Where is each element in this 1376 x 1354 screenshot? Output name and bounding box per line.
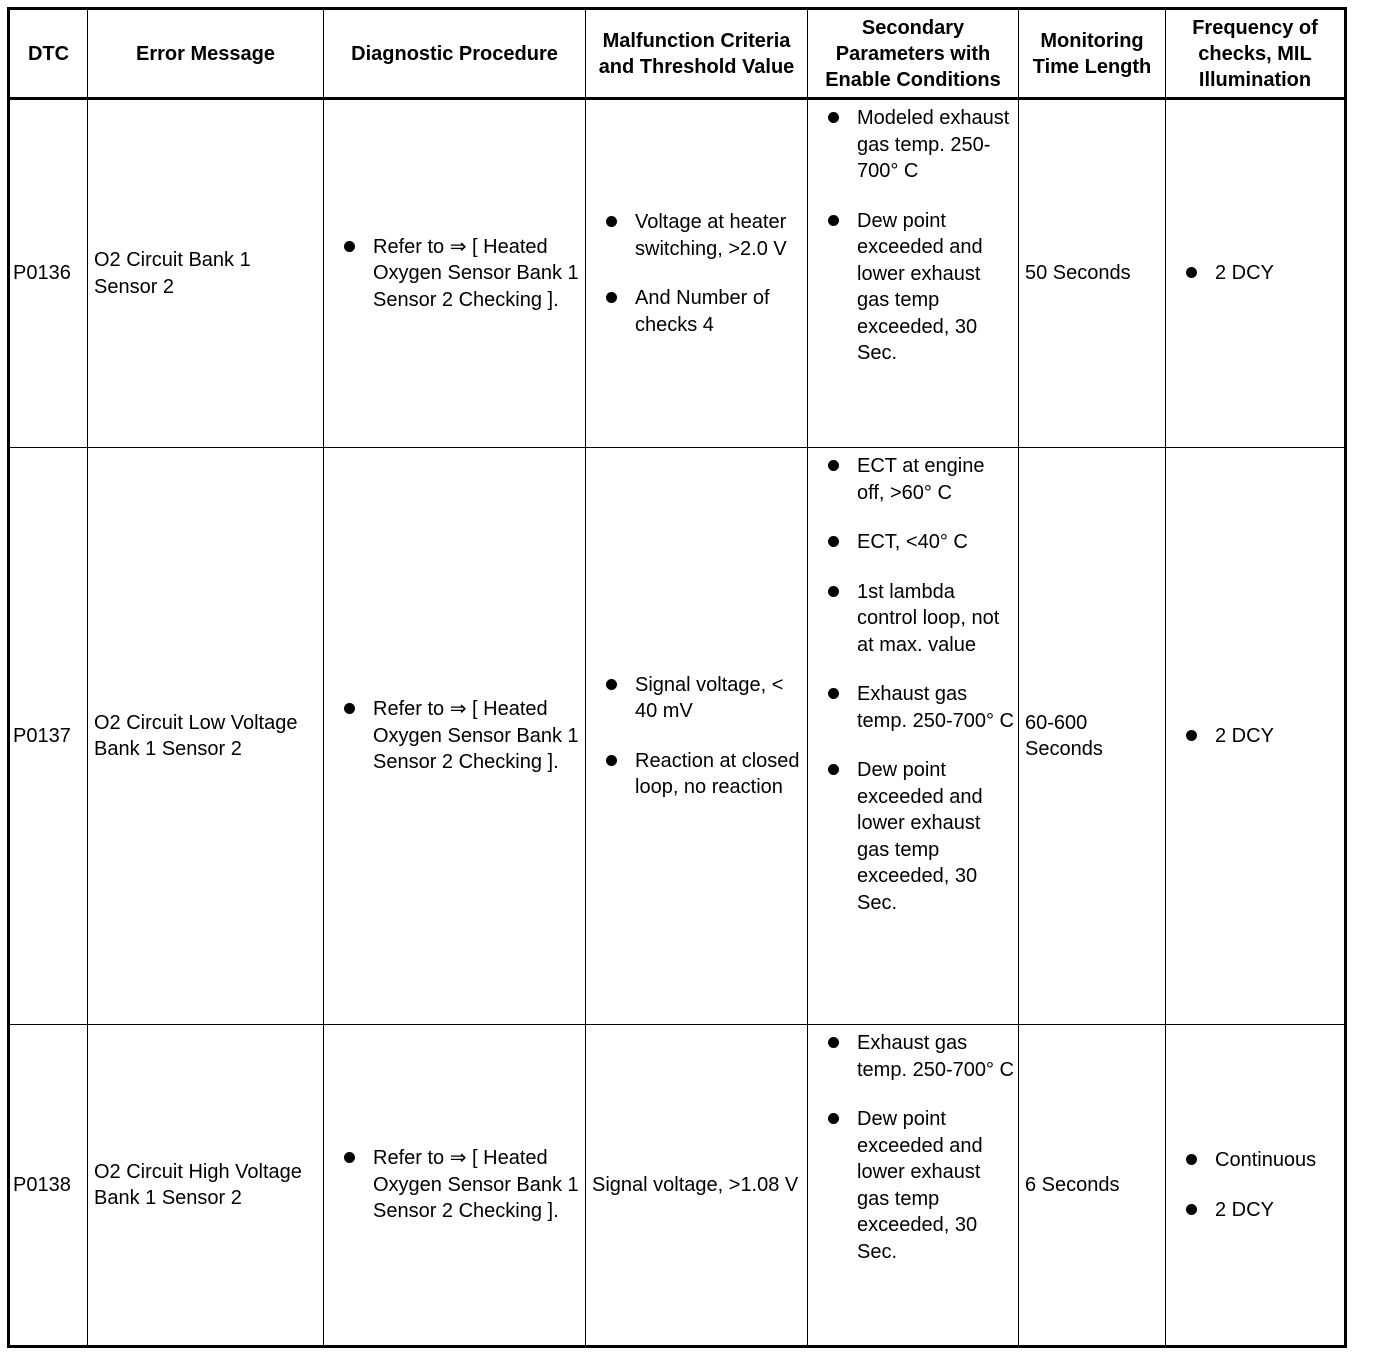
dtc-table: [7, 7, 1347, 1348]
bullet-text: Signal voltage, < 40 mV: [635, 673, 784, 722]
table-header: [9, 9, 1346, 99]
bullet-item: [814, 1030, 1016, 1083]
bullet-text: Refer to ⇒ [ Heated Oxygen Sensor Bank 1 Sensor 2 Checking ].: [373, 1147, 579, 1223]
bullet-dot-icon: [1186, 1204, 1197, 1215]
procedure-cell: [324, 1025, 586, 1347]
secondary-list: [814, 105, 1016, 367]
procedure-cell: [324, 448, 586, 1025]
bullet-text: Modeled exhaust gas temp. 250-700° C: [857, 107, 1010, 182]
bullet-text: 2 DCY: [1215, 262, 1274, 285]
bullet-item: [814, 579, 1016, 659]
bullet-item: [814, 529, 1016, 556]
bullet-item: [592, 748, 801, 801]
bullet-item: [814, 208, 1016, 367]
bullet-dot-icon: [344, 1152, 355, 1163]
bullet-text: And Number of checks 4: [635, 287, 770, 336]
error-message-cell: O2 Circuit High Voltage Bank 1 Sensor 2: [88, 1025, 324, 1347]
bullet-item: [1172, 1147, 1342, 1174]
malfunction-list: [592, 209, 801, 338]
bullet-text: Voltage at heater switching, >2.0 V: [635, 211, 787, 260]
bullet-text: Continuous: [1215, 1149, 1317, 1171]
bullet-text: Refer to ⇒ [ Heated Oxygen Sensor Bank 1 Sensor 2 Checking ].: [373, 698, 579, 774]
bullet-text: Dew point exceeded and lower exhaust gas temp exceeded, 30 Sec.: [857, 1108, 983, 1263]
bullet-item: [814, 453, 1016, 506]
bullet-text: 1st lambda control loop, not at max. value: [857, 580, 1000, 656]
frequency-list: [1172, 260, 1342, 287]
bullet-dot-icon: [344, 703, 355, 714]
secondary-parameters-cell: [808, 1025, 1019, 1347]
malfunction-cell: [586, 448, 808, 1025]
bullet-dot-icon: [606, 755, 617, 766]
secondary-parameters-cell: [808, 99, 1019, 448]
bullet-item: [1172, 723, 1342, 750]
bullet-dot-icon: [828, 688, 839, 699]
header-malfunction-criteria: Malfunction Criteria and Threshold Value: [586, 9, 808, 99]
malfunction-cell: Signal voltage, >1.08 V: [586, 1025, 808, 1347]
bullet-text: Reaction at closed loop, no reaction: [635, 749, 800, 798]
header-error-message: Error Message: [88, 9, 324, 99]
bullet-dot-icon: [1186, 1154, 1197, 1165]
bullet-text: Dew point exceeded and lower exhaust gas temp exceeded, 30 Sec.: [857, 209, 983, 364]
bullet-dot-icon: [828, 1037, 839, 1048]
error-message-cell: O2 Circuit Bank 1 Sensor 2: [88, 99, 324, 448]
bullet-dot-icon: [344, 241, 355, 252]
procedure-list: [330, 696, 579, 776]
header-diagnostic-procedure: Diagnostic Procedure: [324, 9, 586, 99]
bullet-text: Exhaust gas temp. 250-700° C: [857, 1032, 1014, 1081]
bullet-dot-icon: [828, 536, 839, 547]
bullet-item: [1172, 1197, 1342, 1224]
bullet-dot-icon: [828, 460, 839, 471]
frequency-cell: [1166, 1025, 1346, 1347]
frequency-list: [1172, 1147, 1342, 1223]
bullet-dot-icon: [828, 586, 839, 597]
bullet-dot-icon: [1186, 730, 1197, 741]
dtc-cell: P0136: [9, 99, 88, 448]
frequency-cell: [1166, 99, 1346, 448]
bullet-text: Exhaust gas temp. 250-700° C: [857, 683, 1014, 732]
procedure-cell: [324, 99, 586, 448]
dtc-cell: P0137: [9, 448, 88, 1025]
bullet-dot-icon: [1186, 267, 1197, 278]
header-frequency: Frequency of checks, MIL Illumination: [1166, 9, 1346, 99]
bullet-dot-icon: [606, 679, 617, 690]
bullet-item: [814, 105, 1016, 185]
dtc-cell: P0138: [9, 1025, 88, 1347]
table-row: [9, 99, 1346, 448]
table-body: [9, 99, 1346, 1347]
bullet-item: [814, 681, 1016, 734]
procedure-list: [330, 234, 579, 314]
table-row: [9, 1025, 1346, 1347]
error-message-cell: O2 Circuit Low Voltage Bank 1 Sensor 2: [88, 448, 324, 1025]
bullet-item: [814, 757, 1016, 916]
bullet-item: [330, 1145, 579, 1225]
monitoring-time-cell: 60-600 Seconds: [1019, 448, 1166, 1025]
monitoring-time-cell: 50 Seconds: [1019, 99, 1166, 448]
table-row: [9, 448, 1346, 1025]
secondary-parameters-cell: [808, 448, 1019, 1025]
bullet-dot-icon: [828, 1113, 839, 1124]
bullet-text: 2 DCY: [1215, 1198, 1274, 1221]
malfunction-cell: [586, 99, 808, 448]
malfunction-list: [592, 672, 801, 801]
header-monitoring-time: Monitoring Time Length: [1019, 9, 1166, 99]
bullet-text: ECT, <40° C: [857, 531, 968, 553]
frequency-cell: [1166, 448, 1346, 1025]
bullet-dot-icon: [828, 764, 839, 775]
header-dtc: DTC: [9, 9, 88, 99]
monitoring-time-cell: 6 Seconds: [1019, 1025, 1166, 1347]
bullet-item: [1172, 260, 1342, 287]
bullet-dot-icon: [606, 292, 617, 303]
bullet-item: [330, 696, 579, 776]
bullet-item: [592, 285, 801, 338]
bullet-text: Refer to ⇒ [ Heated Oxygen Sensor Bank 1 Sensor 2 Checking ].: [373, 235, 579, 311]
bullet-text: Dew point exceeded and lower exhaust gas temp exceeded, 30 Sec.: [857, 759, 983, 914]
bullet-dot-icon: [828, 112, 839, 123]
secondary-list: [814, 1030, 1016, 1265]
bullet-text: ECT at engine off, >60° C: [857, 455, 985, 504]
bullet-item: [592, 672, 801, 725]
bullet-dot-icon: [828, 215, 839, 226]
bullet-item: [330, 234, 579, 314]
frequency-list: [1172, 723, 1342, 750]
header-secondary-parameters: Secondary Parameters with Enable Conditions: [808, 9, 1019, 99]
bullet-item: [814, 1106, 1016, 1265]
bullet-dot-icon: [606, 216, 617, 227]
secondary-list: [814, 453, 1016, 916]
procedure-list: [330, 1145, 579, 1225]
bullet-item: [592, 209, 801, 262]
bullet-text: 2 DCY: [1215, 724, 1274, 747]
header-row: [9, 9, 1346, 99]
